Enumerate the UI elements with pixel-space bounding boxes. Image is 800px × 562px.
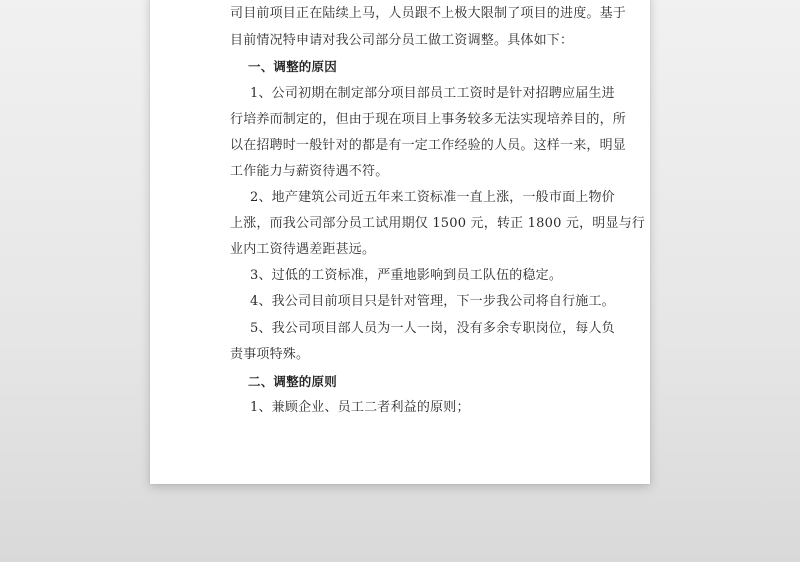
body-text-line: 5、我公司项目部人员为一人一岗，没有多余专职岗位，每人负 (250, 321, 615, 336)
body-text-line: 以在招聘时一般针对的都是有一定工作经验的人员。这样一来，明显 (230, 138, 627, 153)
body-text-line: 3、过低的工资标准，严重地影响到员工队伍的稳定。 (250, 268, 563, 283)
body-text-line: 业内工资待遇差距甚远。 (230, 242, 376, 257)
body-text-line: 目前情况特申请对我公司部分员工做工资调整。具体如下： (230, 33, 574, 48)
body-text-line: 1、公司初期在制定部分项目部员工工资时是针对招聘应届生进 (250, 86, 615, 101)
body-text-line: 工作能力与薪资待遇不符。 (230, 164, 389, 179)
section-heading-reasons: 一、调整的原因 (248, 59, 337, 74)
document-page (150, 0, 650, 484)
body-text-line: 行培养而制定的，但由于现在项目上事务较多无法实现培养目的，所 (230, 112, 627, 127)
body-text-line: 2、地产建筑公司近五年来工资标准一直上涨，一般市面上物价 (250, 190, 615, 205)
section-heading-principles: 二、调整的原则 (248, 374, 337, 389)
body-text-line: 责事项特殊。 (230, 347, 310, 362)
body-text-line: 上涨，而我公司部分员工试用期仅 1500 元，转正 1800 元，明显与行 (230, 216, 646, 231)
body-text-line: 4、我公司目前项目只是针对管理，下一步我公司将自行施工。 (250, 294, 615, 309)
body-text-line: 1、兼顾企业、员工二者利益的原则； (250, 400, 470, 415)
body-text-line: 司目前项目正在陆续上马，人员跟不上极大限制了项目的进度。基于 (230, 6, 627, 21)
